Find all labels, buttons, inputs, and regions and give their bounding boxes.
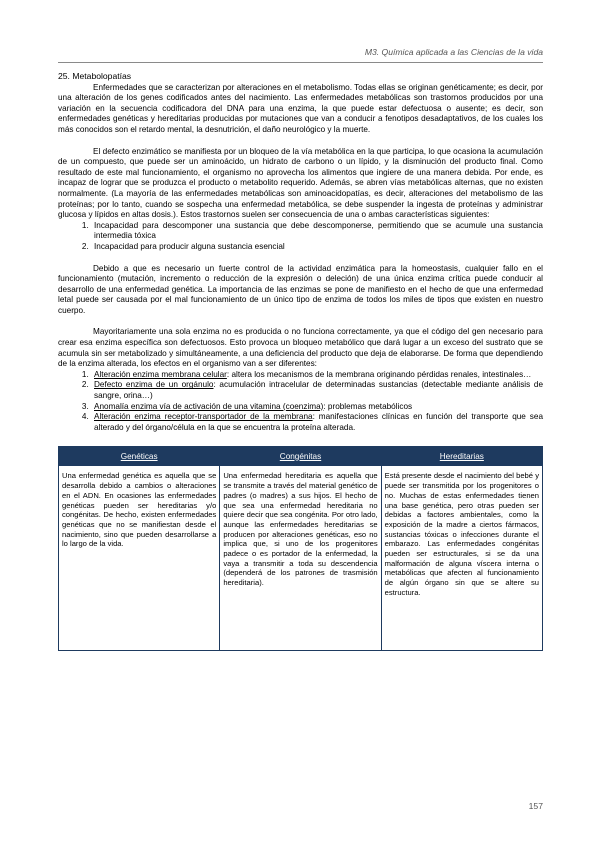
- running-header: M3. Química aplicada a las Ciencias de la vida: [364, 47, 543, 57]
- list-item: [91, 370, 543, 381]
- paragraph-4: Mayoritariamente una sola enzima no es producida o no funciona correctamente, ya que el código del gen necesario para crear esa enzima específica son defectuosos. Esto provoca un bloqueo metabólico que dará lugar a un exceso del sustrato que se acumula sin ser metabolizado y simultáneamente, a una deficiencia del producto que deja de elaborarse. De forma que dependiendo de la enzima alterada, los efectos en el organismo van a ser diferentes:: [58, 327, 543, 369]
- section-title: 25. Metabolopatías: [58, 71, 132, 81]
- characteristics-list: [58, 221, 543, 253]
- paragraph-2: El defecto enzimático se manifiesta por un bloqueo de la vía metabólica en la que participa, lo que ocasiona la acumulación de un compuesto, que puede ser un aminoácido, un hidrato de carbono o un lípido, y la disminución del producto final. Como resultado de este mal funcionamiento, el organismo no aprovecha los alimentos que ingiere de una manera debida. Por ende, es incapaz de lograr que se produzca el producto o metabolito requerido. Además, se abren vías metabólicas alternas, que no existen normalmente. (La mayoría de las enfermedades metabólicas son aminoacidopatías, es decir, alteraciones del metabolismo de las proteínas; por lo tanto, cuando se sospecha una enfermedad metabólica, se debe suspender la ingesta de proteínas y administrar glucosa y lípidos en altas dosis.). Estos trastornos suelen ser consecuencia de una o ambas características siguientes:: [58, 146, 543, 220]
- list-item: [91, 380, 543, 401]
- list-item: [91, 402, 543, 413]
- cell-congenitas: Una enfermedad hereditaria es aquella que se transmite a través del material genético de padres (o madres) a sus hijos. El hecho de que sea una enfermedad hereditaria no quiere decir que sea congénita. Por otro lado, aunque las enfermedades hereditarias se producen por alteraciones genéticas, eso no implica que, si uno de los progenitores padece o es portador de la enfermedad, la vaya a transmitir a toda su descendencia (dependerá de los patrones de trasmisión hereditaria).: [220, 466, 381, 651]
- cell-hereditarias: Está presente desde el nacimiento del bebé y puede ser transmitida por los progenitores o no. Muchas de estas enfermedades tienen una base genética, pero otras pueden ser debidas a factores ambientales, como la exposición de la madre a ciertos fármacos, sustancias tóxicas o infecciones durante el embarazo. Las enfermedades congénitas pueden ser estructurales, si se da una malformación de alguna víscera interna o metabólicas que afecten al funcionamiento de algún órgano sin que se altere su estructura.: [381, 466, 542, 651]
- main-content: [58, 71, 543, 651]
- effects-list: [58, 370, 543, 434]
- cell-geneticas: Una enfermedad genética es aquella que se desarrolla debido a cambios o alteraciones en el ADN. En ocasiones las enfermedades genéticas pueden ser hereditarias y/o congénitas. De hecho, existen enfermedades genéticas que no se manifiestan desde el nacimiento, sino que pueden desarrollarse a lo largo de la vida.: [59, 466, 220, 651]
- table-header-row: [59, 447, 543, 466]
- list-item: 2. Incapacidad para producir alguna sustancia esencial: [91, 242, 543, 253]
- disease-types-table: [58, 446, 543, 651]
- effect-term: Anomalía enzima vía de activación de una vitamina (coenzima): [94, 401, 324, 411]
- header-congenitas: Congénitas: [220, 447, 381, 466]
- list-item: [91, 412, 543, 433]
- header-hereditarias: Hereditarias: [381, 447, 542, 466]
- paragraph-1: Enfermedades que se caracterizan por alteraciones en el metabolismo. Todas ellas se originan genéticamente; es decir, por una alteración de los genes codificados antes del nacimiento. Las enfermedades metabólicas son trastornos producidos por una variación en la secuencia codificadora del DNA para una enzima, la que puede estar defectuosa o ausente; es decir, son enfermedades genéticas y hereditarias producidas por mutaciones que van a conducir a fenotipos desadaptativos, de los cuales los más conocidos son el retardo mental, la desnutrición, el daño neurológico y la muerte.: [58, 82, 543, 134]
- effect-term: Alteración enzima membrana celular: [94, 369, 227, 379]
- effect-desc: : altera los mecanismos de la membrana originando pérdidas renales, intestinales…: [226, 369, 532, 379]
- effect-desc: : problemas metabólicos: [323, 401, 413, 411]
- header-geneticas: Genéticas: [59, 447, 220, 466]
- paragraph-3: Debido a que es necesario un fuerte control de la actividad enzimática para la homeostasis, cualquier fallo en el funcionamiento (mutación, incremento o reducción de la expresión o deleción) de una única enzima crítica puede conducir al desarrollo de una enfermedad genética. La importancia de las enzimas se pone de manifiesto en el hecho de que una enfermedad letal puede ser causada por el mal funcionamiento de un único tipo de enzima de todos los miles de tipos que existen en nuestro cuerpo.: [58, 263, 543, 315]
- effect-desc: : acumulación intracelular de determinadas sustancias (detectable mediante análisis de sangre, orina…): [94, 380, 543, 401]
- header-divider: [58, 62, 543, 63]
- list-item: 1. Incapacidad para descomponer una sustancia que debe descomponerse, permitiendo que se acumule una sustancia intermedia tóxica: [91, 221, 543, 242]
- page-number: 157: [528, 801, 543, 811]
- effect-desc: : manifestaciones clínicas en función del transporte que sea alterado y del órgano/célula en la que se encuentra la proteína alterada.: [94, 412, 543, 432]
- table-row: [59, 466, 543, 651]
- effect-term: Defecto enzima de un orgánulo: [94, 380, 214, 390]
- effect-term: Alteración enzima receptor-transportador de la membrana: [94, 412, 313, 422]
